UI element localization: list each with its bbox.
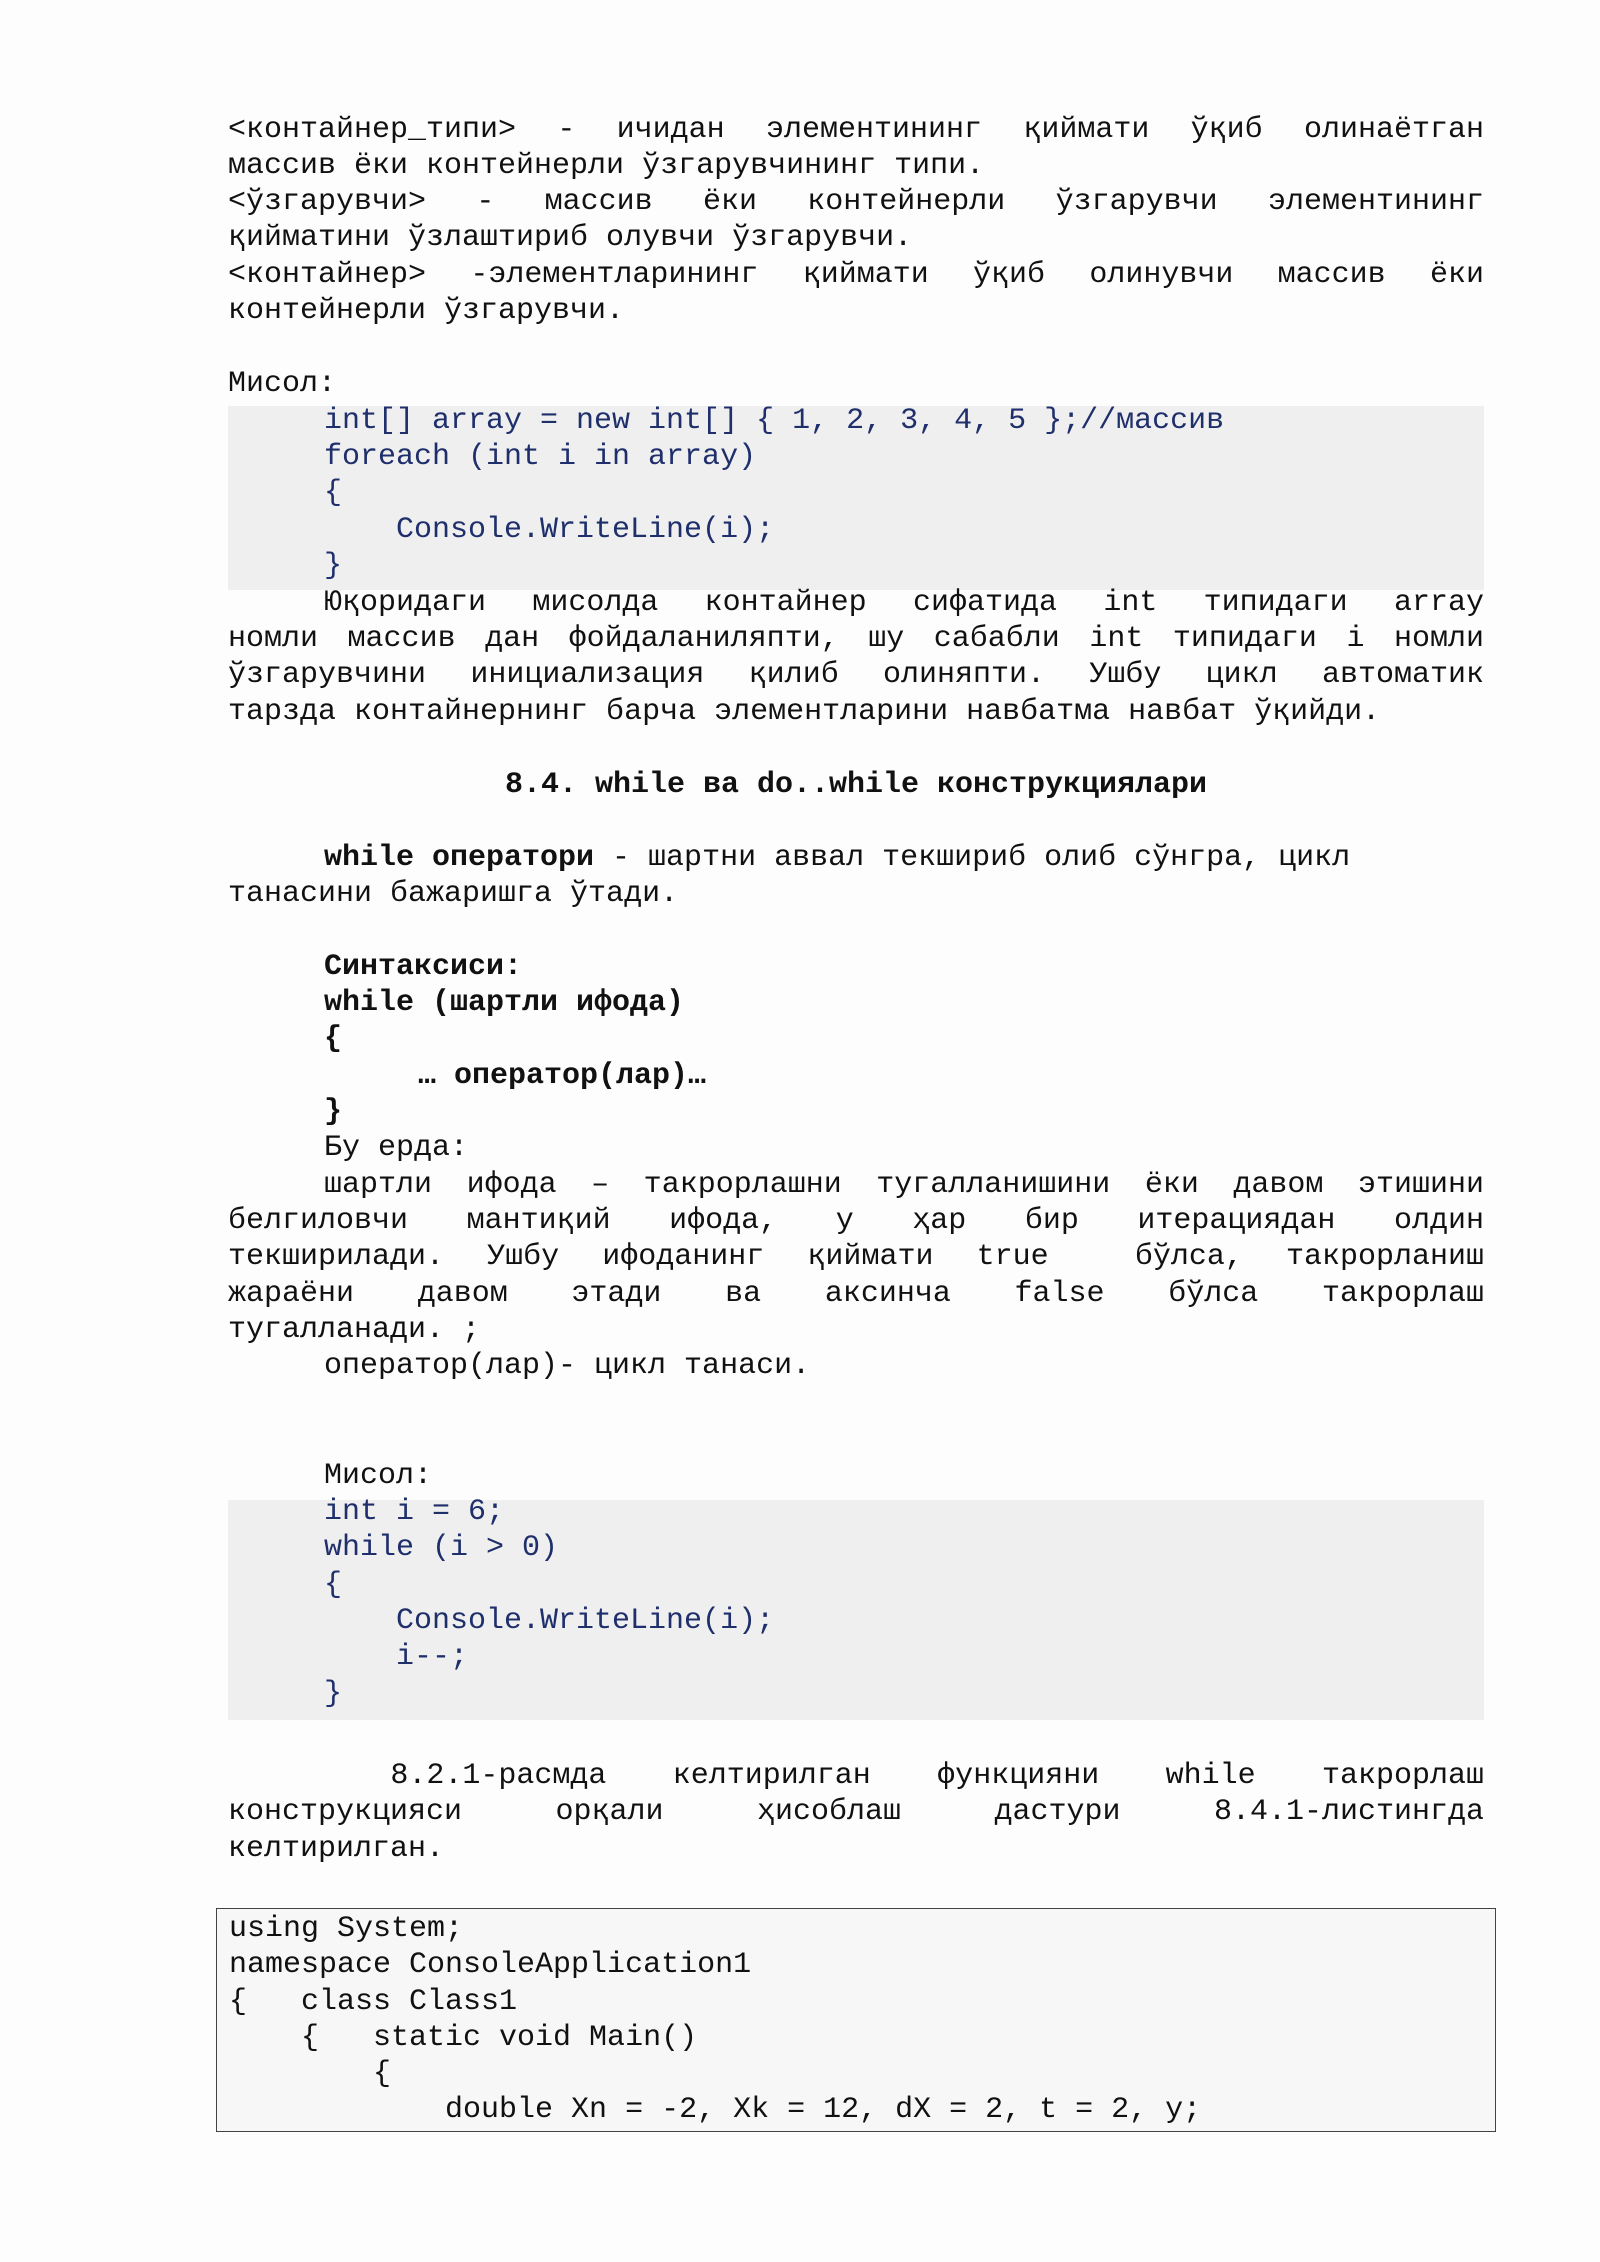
code-line: } [324, 549, 343, 583]
while-intro-line [324, 840, 1484, 876]
text-line: массив ёки контейнерли ўзгарувчининг типи. [228, 149, 985, 183]
section-heading: 8.4. while ва do..while конструкциялари [504, 768, 1208, 802]
text-line: танасини бажаришга ўтади. [228, 877, 679, 911]
listing-line: { class Class1 [229, 1985, 518, 2019]
text-line: тугалланади. ; [228, 1313, 481, 1347]
syntax-close-brace: } [324, 1095, 343, 1129]
listing-line: double Xn = -2, Xk = 12, dX = 2, t = 2, y; [229, 2093, 1202, 2127]
listing-line: using System; [229, 1912, 464, 1946]
listing-line: { [229, 2057, 392, 2091]
code-line: Console.WriteLine(i); [324, 1604, 775, 1638]
syntax-open-brace: { [324, 1022, 343, 1056]
text-line: келтирилган. [228, 1832, 445, 1866]
code-line: { [324, 1568, 343, 1602]
syntax-body: … оператор(лар)… [418, 1059, 707, 1093]
code-line: int i = 6; [324, 1495, 505, 1529]
text-line: оператор(лар)- цикл танаси. [324, 1349, 811, 1383]
while-term: while оператори [324, 841, 595, 875]
text-line: <ўзгарувчи> - массив ёки контейнерли ўзгарувчи элементининг [228, 185, 1484, 219]
code-line: i--; [324, 1640, 469, 1674]
code-line: int[] array = new int[] { 1, 2, 3, 4, 5 };//массив [324, 404, 1225, 438]
listing-line: { static void Main() [229, 2021, 698, 2055]
text-line: Бу ерда: [324, 1131, 469, 1165]
code-line: Console.WriteLine(i); [324, 513, 775, 547]
example-label: Мисол: [228, 367, 337, 401]
while-intro-text: - шартни аввал текшириб олиб сўнгра, цикл [594, 841, 1351, 875]
text-line: қийматини ўзлаштириб олувчи ўзгарувчи. [228, 221, 913, 255]
code-line: { [324, 476, 343, 510]
code-line: foreach (int i in array) [324, 440, 757, 474]
text-line: ўзгарувчини инициализация қилиб олиняпти. Ушбу цикл автоматик [228, 658, 1484, 692]
text-line: конструкцияси орқали ҳисоблаш дастури 8.4.1-листингда [228, 1795, 1484, 1829]
text-line: шартли ифода – такрорлашни тугалланишини ёки давом этишини [324, 1168, 1484, 1202]
text-line: 8.2.1-расмда келтирилган функцияни while такрорлаш [324, 1759, 1484, 1793]
text-line: номли массив дан фойдаланиляпти, шу сабабли int типидаги i номли [228, 622, 1484, 656]
text-line: текширилади. Ушбу ифоданинг қиймати true бўлса, такрорланиш [228, 1240, 1484, 1274]
listing-line: namespace ConsoleApplication1 [229, 1948, 752, 1982]
code-listing-box [216, 1908, 1496, 2132]
text-line: контейнерли ўзгарувчи. [228, 294, 625, 328]
example-label: Мисол: [324, 1459, 433, 1493]
text-line: <контайнер> -элементларининг қиймати ўқиб олинувчи массив ёки [228, 258, 1484, 292]
code-line: while (i > 0) [324, 1531, 559, 1565]
code-line: } [324, 1677, 343, 1711]
text-line: тарзда контайнернинг барча элементларини навбатма навбат ўқийди. [228, 695, 1381, 729]
text-line: жараёни давом этади ва аксинча false бўлса такрорлаш [228, 1277, 1484, 1311]
syntax-title: Синтаксиси: [324, 950, 523, 984]
syntax-line: while (шартли ифода) [324, 986, 685, 1020]
text-line: белгиловчи мантиқий ифода, у ҳар бир итерациядан олдин [228, 1204, 1484, 1238]
text-line: <контайнер_типи> - ичидан элементининг қиймати ўқиб олинаётган [228, 113, 1484, 147]
text-line: Юқоридаги мисолда контайнер сифатида int типидаги array [324, 586, 1484, 620]
